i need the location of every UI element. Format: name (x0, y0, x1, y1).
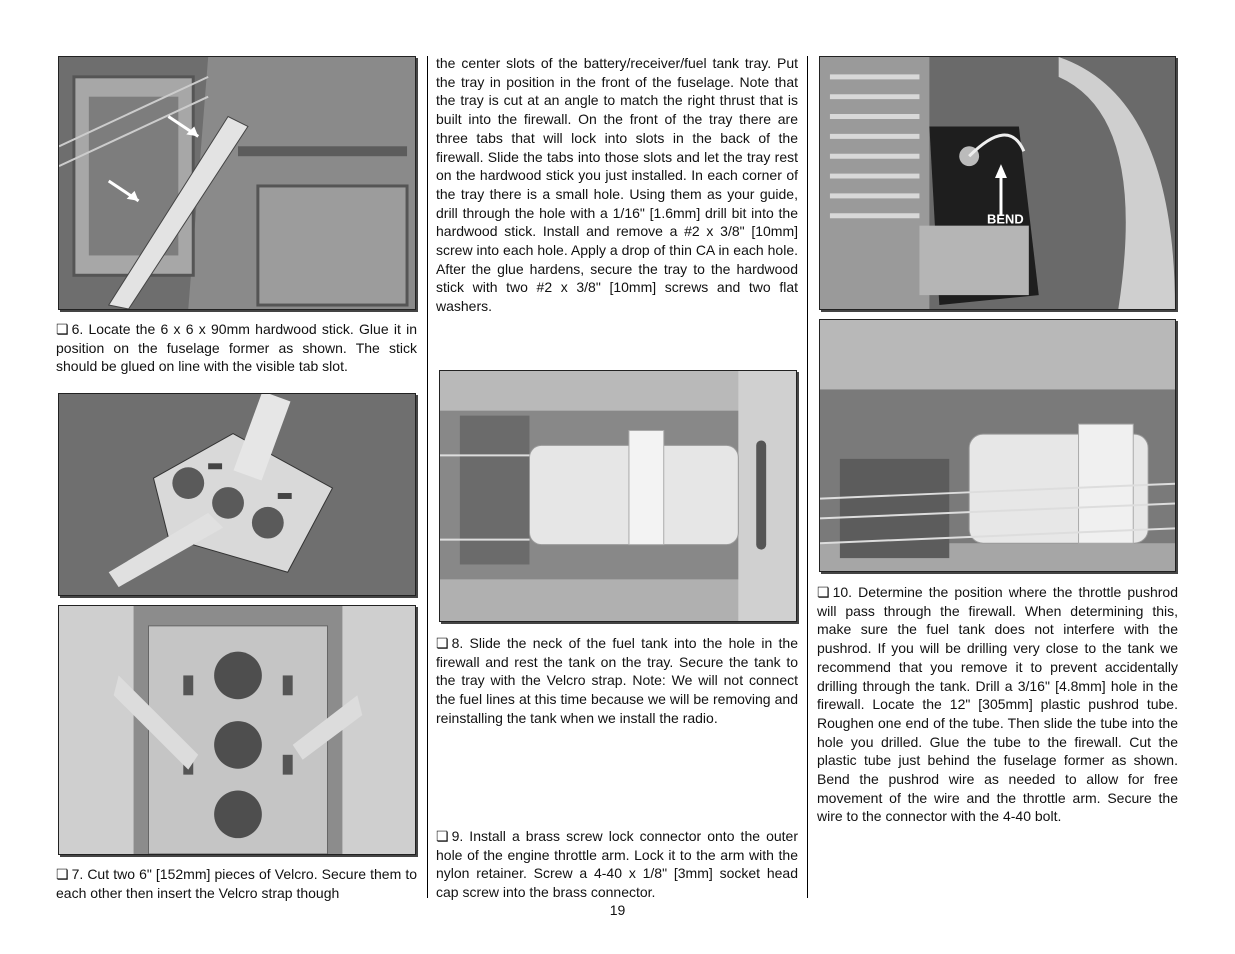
photo-tray-with-velcro (58, 393, 416, 596)
column-divider-2 (807, 56, 808, 898)
step-8-checkbox[interactable]: ❏ (436, 635, 449, 651)
photo-fuel-tank-on-tray (439, 370, 797, 622)
step-7-continued-text: the center slots of the battery/receiver/fuel tank tray. Put the tray in position in the front of the fuselage. Note that the tray is cut at an angle to match the right thrust that is built into the firewall. On the front of the tray there are three tabs that will lock into slots in the back of the firewall. Slide the tabs into those slots and let the tray rest on the hardwood stick you just installed. In each corner of the tray there is a small hole. Using them as your guide, drill through the hole with a 1/16" [1.6mm] drill bit into the hardwood stick. Install and remove a #2 x 3/8" [10mm] screw into each hole. Apply a drop of thin CA in each hole. After the glue hardens, secure the tray to the hardwood stick with two #2 x 3/8" [10mm] screws and two flat washers. (436, 55, 798, 315)
step-10-checkbox[interactable]: ❏ (817, 584, 830, 600)
photo-tray-in-fuselage (58, 605, 416, 855)
step-6-checkbox[interactable]: ❏ (56, 321, 69, 337)
photo-engine-throttle-bend (819, 56, 1176, 310)
page-number: 19 (609, 902, 626, 918)
column-divider-1 (427, 56, 428, 898)
bend-callout: BEND (987, 211, 1024, 227)
step-8-text: ❏ 8. Slide the neck of the fuel tank into the hole in the firewall and rest the tank on the tray. Secure the tank to the tray with the Velcro strap. Note: We will not connect the fuel lines at this time because we will be removing and reinstalling the tank when we install the radio. (436, 635, 798, 726)
step-7-text: ❏ 7. Cut two 6" [152mm] pieces of Velcro. Secure them to each other then insert the Velcro strap though (56, 866, 417, 901)
photo-hardwood-stick-in-fuselage (58, 56, 416, 310)
step-9-checkbox[interactable]: ❏ (436, 828, 449, 844)
step-9-text: ❏ 9. Install a brass screw lock connector onto the outer hole of the engine throttle arm. Lock it to the arm with the nylon retainer. Screw a 4-40 x 1/8" [3mm] socket head cap screw into the brass connector. (436, 828, 798, 901)
step-6-text: ❏ 6. Locate the 6 x 6 x 90mm hardwood stick. Glue it in position on the fuselage former as shown. The stick should be glued on line with the visible tab slot. (56, 321, 417, 375)
step-10-text: ❏ 10. Determine the position where the throttle pushrod will pass through the firewall. When determining this, make sure the fuel tank does not interfere with the pushrod. If you will be drilling very close to the tank we recommend that you remove it to prevent accidentally drilling through the tank. Drill a 3/16" [4.8mm] hole in the firewall. Locate the 12" [305mm] plastic pushrod tube. Roughen one end of the tube. Then slide the tube into the hole you drilled. Glue the tube to the firewall. Cut the plastic tube just behind the fuselage former as shown. Bend the pushrod wire as needed to allow for free movement of the wire and the throttle arm. Secure the wire to the connector with the 4-40 bolt. (817, 584, 1178, 825)
step-7-checkbox[interactable]: ❏ (56, 866, 69, 882)
photo-pushrod-tube-tank (819, 319, 1176, 572)
